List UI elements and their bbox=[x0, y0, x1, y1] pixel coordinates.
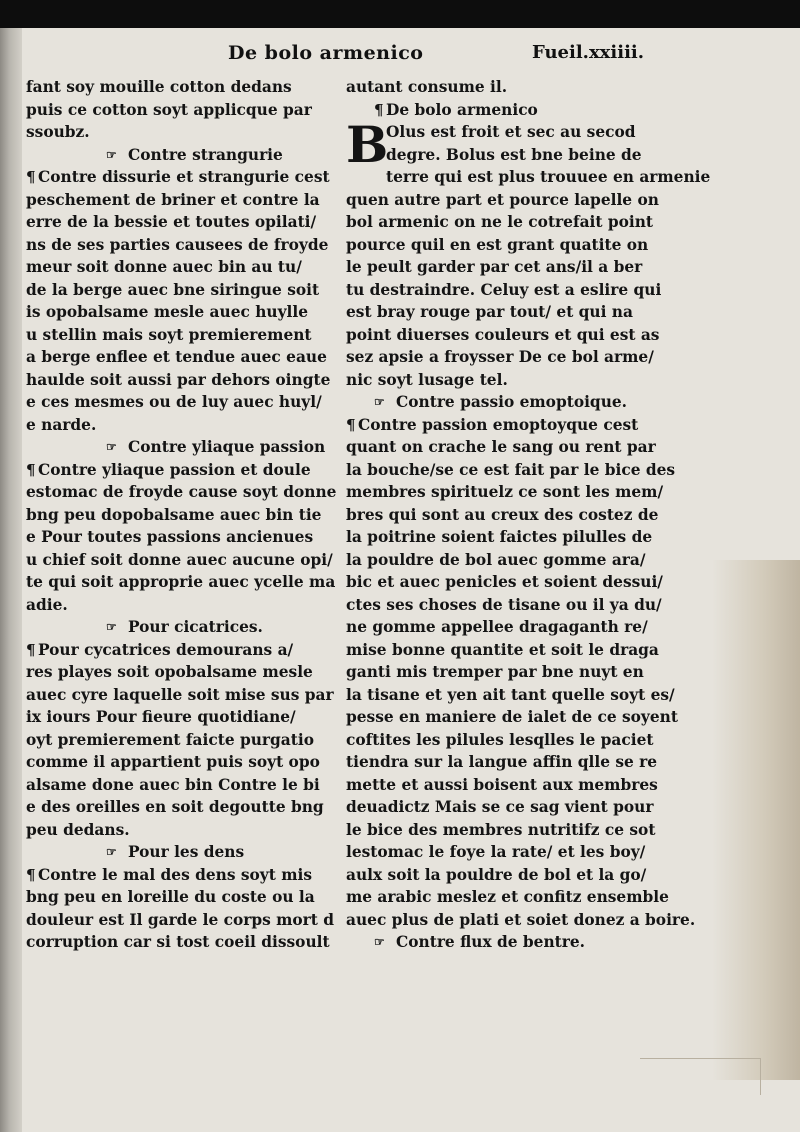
text-line bbox=[346, 324, 722, 347]
initial-line-2: degre. Bolus est bne beine de bbox=[386, 145, 642, 164]
text-line bbox=[26, 121, 336, 144]
line-text: le peult garder par cet ans/il a ber bbox=[346, 258, 643, 276]
line-text: Contre strangurie bbox=[128, 145, 283, 164]
line-text: u chief soit donne auec aucune opi/ bbox=[26, 550, 333, 569]
line-text: tiendra sur la langue affin qlle se re bbox=[346, 753, 658, 771]
text-line bbox=[26, 864, 336, 887]
text-line bbox=[346, 684, 722, 707]
line-text: ne gomme appellee dragaganth re/ bbox=[346, 618, 648, 636]
line-text: mette et aussi boisent aux membres bbox=[346, 775, 658, 794]
line-text: pesse en maniere de ialet de ce soyent bbox=[346, 708, 678, 726]
line-text: terre qui est plus trouuee en armenie bbox=[386, 168, 711, 186]
text-line bbox=[346, 526, 722, 549]
line-text: pource quil en est grant quatite on bbox=[346, 235, 649, 254]
text-line bbox=[346, 189, 722, 212]
pilcrow-icon: ¶ bbox=[26, 168, 36, 186]
running-header bbox=[24, 42, 800, 70]
text-line bbox=[26, 391, 336, 414]
text-line bbox=[346, 504, 722, 527]
pilcrow-icon: ¶ bbox=[26, 460, 36, 479]
text-line bbox=[26, 166, 336, 189]
line-text: membres spirituelz ce sont les mem/ bbox=[346, 483, 664, 501]
text-line bbox=[346, 414, 722, 437]
line-text: res playes soit opobalsame mesle bbox=[26, 663, 313, 681]
pilcrow-icon: ¶ bbox=[374, 100, 384, 119]
line-text: bol armenic on ne le cotrefait point bbox=[346, 213, 654, 231]
line-text: bic et auec penicles et soient dessui/ bbox=[346, 573, 663, 591]
text-line bbox=[346, 616, 722, 639]
line-text: ssoubz. bbox=[26, 123, 90, 141]
text-line bbox=[26, 526, 336, 549]
line-text: me arabic meslez et confitz ensemble bbox=[346, 888, 669, 906]
text-line bbox=[346, 369, 722, 392]
line-text: tu destraindre. Celuy est a eslire qui bbox=[346, 280, 662, 299]
line-text: e narde. bbox=[26, 415, 97, 434]
line-text: la pouldre de bol auec gomme ara/ bbox=[346, 550, 646, 569]
text-line bbox=[346, 436, 722, 459]
initial-block bbox=[346, 115, 722, 174]
text-line bbox=[346, 594, 722, 617]
text-line bbox=[26, 211, 336, 234]
text-line bbox=[26, 189, 336, 212]
rubric-heading bbox=[26, 616, 336, 639]
line-text: auec cyre laquelle soit mise sus par bbox=[26, 685, 334, 704]
rubric-heading bbox=[346, 931, 722, 954]
drop-capital: B bbox=[346, 115, 389, 174]
line-text: te qui soit approprie auec ycelle ma bbox=[26, 573, 336, 591]
line-text: Pour cycatrices demourans a/ bbox=[38, 640, 294, 659]
text-line bbox=[26, 324, 336, 347]
text-line bbox=[26, 931, 336, 954]
text-line bbox=[346, 729, 722, 752]
rubric-heading bbox=[26, 841, 336, 864]
running-title: De bolo armenico bbox=[228, 42, 424, 64]
line-text: oyt premierement faicte purgatio bbox=[26, 730, 314, 749]
text-line bbox=[26, 301, 336, 324]
line-text: bres qui sont au creux des costez de bbox=[346, 505, 659, 524]
rubric-heading bbox=[26, 144, 336, 167]
text-line bbox=[26, 886, 336, 909]
line-text: comme il appartient puis soyt opo bbox=[26, 753, 320, 771]
rubric-mark-icon: ☞ bbox=[374, 395, 385, 409]
line-text: corruption car si tost coeil dissoult bbox=[26, 933, 330, 951]
right-first-line: autant consume il. bbox=[346, 78, 508, 96]
line-text: auec plus de plati et soiet donez a boire. bbox=[346, 910, 696, 929]
text-line bbox=[346, 864, 722, 887]
text-line bbox=[346, 796, 722, 819]
page-corner-fold bbox=[640, 1058, 761, 1095]
line-text: la tisane et yen ait tant quelle soyt es/ bbox=[346, 685, 675, 704]
text-line bbox=[26, 594, 336, 617]
text-line bbox=[346, 549, 722, 572]
rubric-mark-icon: ☞ bbox=[106, 147, 117, 162]
text-line bbox=[386, 166, 722, 189]
rubric-mark-icon: ☞ bbox=[374, 935, 385, 949]
page-stain bbox=[712, 560, 800, 1080]
line-text: fant soy mouille cotton dedans bbox=[26, 78, 292, 96]
line-text: Contre passio emoptoique. bbox=[396, 393, 628, 411]
text-line bbox=[26, 796, 336, 819]
line-text: quen autre part et pource lapelle on bbox=[346, 190, 659, 209]
pilcrow-icon: ¶ bbox=[346, 415, 356, 434]
rubric-mark-icon: ☞ bbox=[106, 440, 117, 454]
text-line bbox=[346, 459, 722, 482]
line-text: aulx soit la pouldre de bol et la go/ bbox=[346, 865, 647, 884]
line-text: nic soyt lusage tel. bbox=[346, 370, 508, 389]
text-line bbox=[346, 661, 722, 684]
text-line bbox=[346, 346, 722, 369]
line-text: Contre passion emoptoyque cest bbox=[358, 415, 639, 434]
text-line bbox=[26, 549, 336, 572]
pilcrow-icon: ¶ bbox=[26, 640, 36, 659]
line-text: de la berge auec bne siringue soit bbox=[26, 280, 320, 299]
line-text: ganti mis tremper par bne nuyt en bbox=[346, 663, 644, 681]
text-line bbox=[26, 639, 336, 662]
line-text: u stellin mais soyt premierement bbox=[26, 325, 312, 344]
binding-gutter bbox=[0, 28, 22, 1132]
line-text: e des oreilles en soit degoutte bng bbox=[26, 798, 324, 816]
line-text: le bice des membres nutritifz ce sot bbox=[346, 820, 656, 839]
text-line bbox=[346, 279, 722, 302]
line-text: Contre yliaque passion bbox=[128, 438, 326, 456]
line-text: alsame done auec bin Contre le bi bbox=[26, 775, 320, 794]
text-line bbox=[26, 504, 336, 527]
text-line bbox=[26, 706, 336, 729]
text-line bbox=[26, 684, 336, 707]
line-text: mise bonne quantite et soit le draga bbox=[346, 640, 659, 659]
rubric-heading bbox=[346, 391, 722, 414]
line-text: est bray rouge par tout/ et qui na bbox=[346, 303, 633, 321]
text-line bbox=[26, 751, 336, 774]
text-line bbox=[26, 819, 336, 842]
line-text: estomac de froyde cause soyt donne bbox=[26, 483, 336, 501]
text-line bbox=[346, 301, 722, 324]
text-line bbox=[26, 346, 336, 369]
line-text: e Pour toutes passions ancienues bbox=[26, 528, 314, 546]
line-text: Contre yliaque passion et doule bbox=[38, 460, 311, 479]
line-text: deuadictz Mais se ce sag vient pour bbox=[346, 798, 654, 816]
text-line bbox=[346, 481, 722, 504]
text-line bbox=[346, 639, 722, 662]
pilcrow-icon: ¶ bbox=[26, 865, 36, 884]
line-text: lestomac le foye la rate/ et les boy/ bbox=[346, 843, 646, 861]
line-text: meur soit donne auec bin au tu/ bbox=[26, 258, 302, 276]
right-column-lines bbox=[346, 166, 722, 954]
text-line bbox=[346, 886, 722, 909]
line-text: erre de la bessie et toutes opilati/ bbox=[26, 213, 317, 231]
text-line bbox=[346, 774, 722, 797]
line-text: Pour cicatrices. bbox=[128, 618, 263, 636]
text-line bbox=[26, 414, 336, 437]
line-text: Contre le mal des dens soyt mis bbox=[38, 865, 313, 884]
line-text: la bouche/se ce est fait par le bice des bbox=[346, 460, 676, 479]
line-text: quant on crache le sang ou rent par bbox=[346, 438, 656, 456]
line-text: la poitrine soient faictes pilulles de bbox=[346, 528, 653, 546]
text-line bbox=[26, 459, 336, 482]
line-text: a berge enflee et tendue auec eaue bbox=[26, 348, 327, 366]
text-line bbox=[26, 571, 336, 594]
right-column bbox=[346, 76, 722, 954]
line-text: e ces mesmes ou de luy auec huyl/ bbox=[26, 393, 322, 411]
text-line bbox=[26, 774, 336, 797]
section-heading bbox=[346, 99, 722, 122]
text-line bbox=[26, 729, 336, 752]
line-text: haulde soit aussi par dehors oingte bbox=[26, 370, 331, 389]
text-line bbox=[346, 234, 722, 257]
line-text: bng peu dopobalsame auec bin tie bbox=[26, 505, 322, 524]
text-line bbox=[346, 256, 722, 279]
line-text: ns de ses parties causees de froyde bbox=[26, 235, 329, 254]
initial-line-1: Olus est froit et sec au secod bbox=[386, 123, 636, 141]
line-text: ctes ses choses de tisane ou il ya du/ bbox=[346, 595, 662, 614]
text-line bbox=[346, 571, 722, 594]
text-line bbox=[346, 211, 722, 234]
left-column bbox=[26, 76, 336, 954]
text-line bbox=[26, 661, 336, 684]
line-text: douleur est Il garde le corps mort d bbox=[26, 910, 335, 929]
line-text: is opobalsame mesle auec huylle bbox=[26, 303, 309, 321]
line-text: bng peu en loreille du coste ou la bbox=[26, 888, 315, 906]
text-line bbox=[346, 909, 722, 932]
text-line bbox=[346, 819, 722, 842]
text-line bbox=[26, 909, 336, 932]
rubric-mark-icon: ☞ bbox=[106, 845, 117, 859]
line-text: Contre dissurie et strangurie cest bbox=[38, 168, 330, 186]
line-text: Contre flux de bentre. bbox=[396, 933, 586, 951]
rubric-mark-icon: ☞ bbox=[106, 620, 117, 634]
text-line bbox=[346, 706, 722, 729]
text-line bbox=[26, 76, 336, 99]
line-text: sez apsie a froysser De ce bol arme/ bbox=[346, 348, 654, 366]
text-line bbox=[26, 481, 336, 504]
text-line bbox=[26, 99, 336, 122]
line-text: adie. bbox=[26, 595, 68, 614]
text-line bbox=[26, 234, 336, 257]
text-line bbox=[26, 279, 336, 302]
line-text: puis ce cotton soyt applicque par bbox=[26, 100, 312, 119]
line-text: point diuerses couleurs et qui est as bbox=[346, 325, 660, 344]
text-line bbox=[346, 841, 722, 864]
rubric-heading bbox=[26, 436, 336, 459]
section-heading-text: De bolo armenico bbox=[386, 100, 538, 119]
line-text: Pour les dens bbox=[128, 843, 245, 861]
text-line bbox=[346, 751, 722, 774]
line-text: peschement de briner et contre la bbox=[26, 190, 320, 209]
line-text: peu dedans. bbox=[26, 820, 130, 839]
text-line bbox=[26, 369, 336, 392]
text-line bbox=[26, 256, 336, 279]
line-text: ix iours Pour fieure quotidiane/ bbox=[26, 708, 296, 726]
line-text: coftites les pilules lesqlles le paciet bbox=[346, 730, 654, 749]
folio-number: Fueil.xxiiii. bbox=[532, 42, 645, 63]
